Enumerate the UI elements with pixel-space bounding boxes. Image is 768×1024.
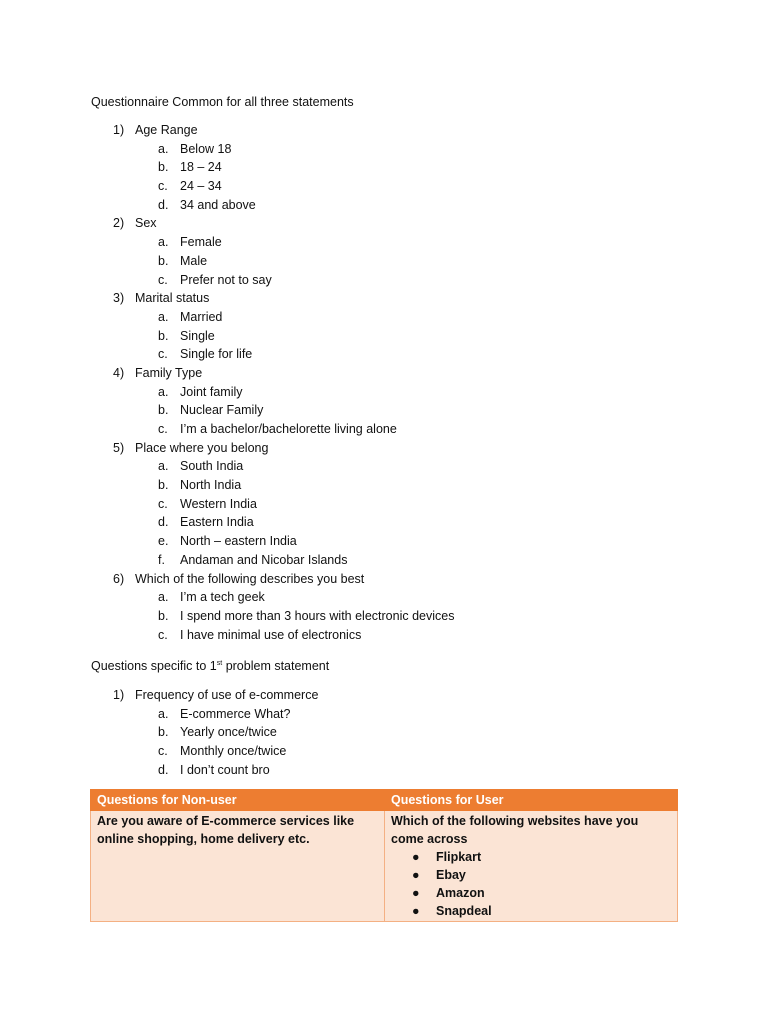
question-number: 2) — [113, 216, 125, 231]
question-number: 6) — [113, 571, 125, 586]
option-letter: a. — [158, 141, 169, 156]
option-letter: b. — [158, 403, 169, 418]
option-letter: b. — [158, 253, 169, 268]
option-item — [113, 626, 713, 645]
option-letter: d. — [158, 515, 169, 530]
bullet-icon: ● — [412, 886, 420, 900]
option-text: Western India — [180, 496, 257, 511]
list-item — [391, 866, 671, 884]
option-item — [113, 723, 713, 742]
option-text: South India — [180, 459, 244, 474]
option-item — [113, 140, 713, 159]
option-item — [113, 457, 713, 476]
question-text: Family Type — [135, 365, 203, 380]
option-item — [113, 705, 713, 724]
list-item — [391, 902, 671, 920]
bullet-icon: ● — [412, 868, 420, 882]
option-letter: b. — [158, 478, 169, 493]
option-text: Below 18 — [180, 141, 232, 156]
option-letter: b. — [158, 725, 169, 740]
header-user: Questions for User — [385, 790, 678, 811]
option-letter: a. — [158, 309, 169, 324]
question-item — [113, 364, 713, 383]
option-letter: c. — [158, 627, 168, 642]
bullet-icon: ● — [412, 850, 420, 864]
option-letter: a. — [158, 459, 169, 474]
question-item — [113, 570, 713, 589]
option-item — [113, 177, 713, 196]
option-text: North – eastern India — [180, 534, 297, 549]
option-item — [113, 607, 713, 626]
question-item — [113, 121, 713, 140]
website-name: Flipkart — [436, 850, 482, 864]
specific-question-list — [113, 686, 713, 779]
option-item — [113, 761, 713, 780]
option-item — [113, 551, 713, 570]
option-item — [113, 271, 713, 290]
option-text: 18 – 24 — [180, 160, 222, 175]
question-text: Which of the following describes you best — [135, 571, 365, 586]
option-text: Eastern India — [180, 515, 254, 530]
option-text: E-commerce What? — [180, 706, 291, 721]
option-text: I have minimal use of electronics — [180, 627, 362, 642]
option-item — [113, 476, 713, 495]
option-item — [113, 495, 713, 514]
option-letter: c. — [158, 744, 168, 759]
section-heading-common: Questionnaire Common for all three statements — [91, 95, 354, 109]
option-item — [113, 327, 713, 346]
option-text: Male — [180, 253, 208, 268]
option-letter: e. — [158, 534, 169, 549]
option-text: I’m a tech geek — [180, 590, 265, 605]
question-item — [113, 289, 713, 308]
option-item — [113, 345, 713, 364]
user-question-text: Which of the following websites have you come across — [391, 814, 639, 846]
option-item — [113, 233, 713, 252]
list-item — [391, 884, 671, 902]
website-name: Amazon — [436, 886, 485, 900]
option-letter: c. — [158, 422, 168, 436]
option-text: I don’t count bro — [180, 762, 270, 777]
option-item — [113, 532, 713, 551]
question-text: Age Range — [135, 123, 198, 137]
option-item — [113, 252, 713, 271]
option-item — [113, 308, 713, 327]
option-item — [113, 420, 713, 439]
option-letter: f. — [158, 552, 165, 567]
website-list — [391, 848, 671, 920]
question-item — [113, 214, 713, 233]
option-text: Monthly once/twice — [180, 744, 287, 759]
option-letter: d. — [158, 197, 169, 212]
table-row — [91, 811, 678, 922]
question-item — [113, 439, 713, 458]
option-text: Married — [180, 309, 223, 324]
user-question-cell — [385, 811, 678, 922]
website-name: Ebay — [436, 868, 466, 882]
option-item — [113, 588, 713, 607]
question-number: 1) — [113, 123, 125, 137]
heading-text: Questions specific to 1 — [91, 659, 217, 673]
option-letter: c. — [158, 347, 168, 362]
option-letter: c. — [158, 179, 168, 194]
option-item — [113, 383, 713, 402]
option-letter: a. — [158, 590, 169, 605]
option-text: Prefer not to say — [180, 272, 272, 287]
option-letter: b. — [158, 608, 169, 623]
option-text: Andaman and Nicobar Islands — [180, 552, 348, 567]
question-text: Marital status — [135, 291, 210, 306]
question-number: 3) — [113, 291, 125, 306]
question-number: 4) — [113, 365, 125, 380]
website-name: Snapdeal — [436, 904, 492, 918]
option-text: Yearly once/twice — [180, 725, 277, 740]
nonuser-question-text: Are you aware of E-commerce services like online shopping, home delivery etc. — [97, 814, 355, 846]
option-text: I’m a bachelor/bachelorette living alone — [180, 422, 397, 436]
ordinal-suffix: st — [216, 659, 223, 667]
question-text: Place where you belong — [135, 440, 269, 455]
option-text: 24 – 34 — [180, 179, 222, 194]
option-text: Female — [180, 235, 222, 250]
option-letter: b. — [158, 160, 169, 175]
option-item — [113, 158, 713, 177]
header-nonuser: Questions for Non-user — [91, 790, 385, 811]
nonuser-question-cell — [91, 811, 385, 922]
option-text: Single for life — [180, 347, 253, 362]
user-questions-table — [90, 789, 678, 922]
option-text: I spend more than 3 hours with electronic devices — [180, 608, 455, 623]
option-text: Joint family — [180, 384, 243, 399]
option-item — [113, 401, 713, 420]
bullet-icon: ● — [412, 904, 420, 918]
common-question-list — [113, 121, 713, 644]
option-letter: a. — [158, 384, 169, 399]
option-letter: c. — [158, 272, 168, 287]
question-number: 5) — [113, 440, 125, 455]
option-letter: d. — [158, 762, 169, 777]
question-text: Frequency of use of e-commerce — [135, 688, 319, 702]
option-letter: a. — [158, 235, 169, 250]
question-number: 1) — [113, 688, 125, 702]
option-letter: b. — [158, 328, 169, 343]
heading-text-rest: problem statement — [222, 659, 330, 673]
option-text: Nuclear Family — [180, 403, 264, 418]
option-text: Single — [180, 328, 215, 343]
option-item — [113, 513, 713, 532]
option-text: 34 and above — [180, 197, 256, 212]
option-text: North India — [180, 478, 242, 493]
table-header-row — [91, 790, 678, 811]
option-letter: a. — [158, 706, 169, 721]
question-text: Sex — [135, 216, 157, 231]
list-item — [391, 848, 671, 866]
option-item — [113, 742, 713, 761]
option-item — [113, 196, 713, 215]
section-heading-specific — [91, 658, 329, 674]
question-item — [113, 686, 713, 705]
option-letter: c. — [158, 496, 168, 511]
